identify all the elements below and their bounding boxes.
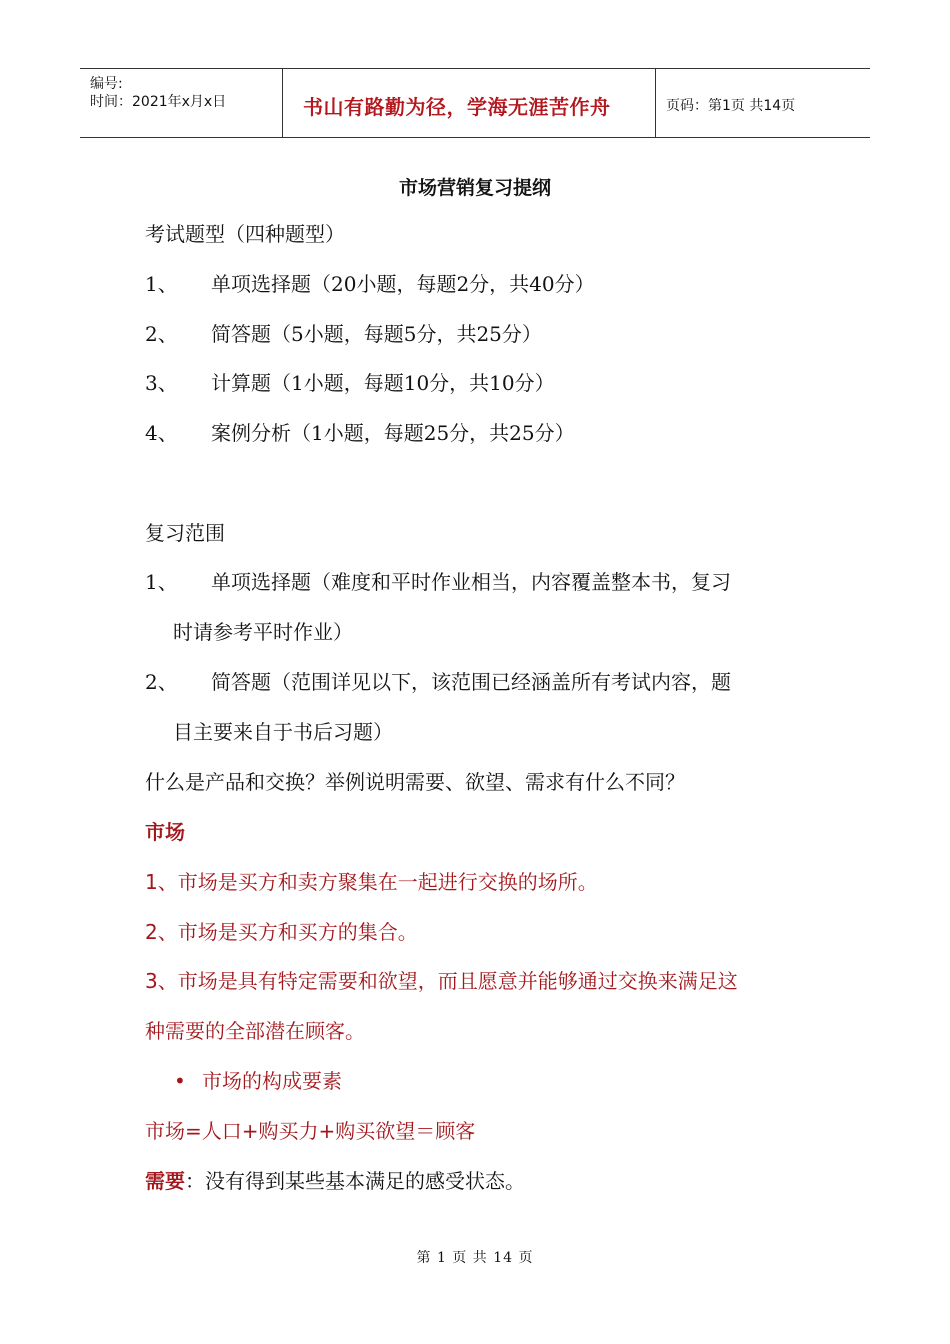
market-definition-1: 1、市场是买方和卖方聚集在一起进行交换的场所。 [145,870,598,894]
header-page-info: 页码：第1页 共14页 [666,98,796,114]
bullet-text: 市场的构成要素 [202,1069,342,1093]
bullet-icon: • [174,1069,186,1093]
market-heading: 市场 [145,820,185,844]
list-text: 简答题（范围详见以下，该范围已经涵盖所有考试内容，题 [211,670,731,694]
header-motto: 书山有路勤为径，学海无涯苦作舟 [303,95,611,119]
bullet-item [174,1069,342,1093]
exam-types-heading: 考试题型（四种题型） [145,222,345,246]
list-text: 单项选择题（难度和平时作业相当，内容覆盖整本书，复习 [211,570,731,594]
market-formula: 市场=人口+购买力+购买欲望＝顾客 [145,1119,476,1143]
review-scope-item-continued: 目主要来自于书后习题） [173,720,393,744]
exam-type-item [145,421,575,445]
header-date-label: 时间：2021年x月x日 [90,94,227,110]
list-number: 2、 [145,670,178,694]
review-scope-heading: 复习范围 [145,521,225,545]
market-definition-3-continued: 种需要的全部潜在顾客。 [145,1019,365,1043]
exam-type-item [145,272,595,296]
list-text: 简答题（5小题，每题5分，共25分） [211,322,542,346]
list-number: 4、 [145,421,178,445]
market-definition-2: 2、市场是买方和买方的集合。 [145,920,418,944]
review-scope-item [145,570,731,594]
document-title: 市场营销复习提纲 [398,177,551,199]
list-text: 案例分析（1小题，每题25分，共25分） [211,421,575,445]
question-text: 什么是产品和交换？举例说明需要、欲望、需求有什么不同？ [145,770,685,794]
review-scope-item-continued: 时请参考平时作业） [173,620,353,644]
list-text: 计算题（1小题，每题10分，共10分） [211,371,555,395]
header-page-cell [656,69,870,137]
list-number: 3、 [145,371,178,395]
market-definition-3: 3、市场是具有特定需要和欲望，而且愿意并能够通过交换来满足这 [145,969,738,993]
header-number-label: 编号: [90,76,123,92]
header-meta-cell [80,69,282,137]
page-footer: 第 1 页 共 14 页 [416,1250,534,1266]
header-motto-cell [282,69,656,137]
exam-type-item [145,371,555,395]
need-definition [145,1169,525,1193]
list-number: 2、 [145,322,178,346]
need-text: ：没有得到某些基本满足的感受状态。 [185,1169,525,1193]
exam-type-item [145,322,542,346]
page-header [80,68,870,138]
need-term: 需要 [145,1169,185,1193]
list-number: 1、 [145,570,178,594]
review-scope-item [145,670,731,694]
list-number: 1、 [145,272,178,296]
list-text: 单项选择题（20小题，每题2分，共40分） [211,272,595,296]
